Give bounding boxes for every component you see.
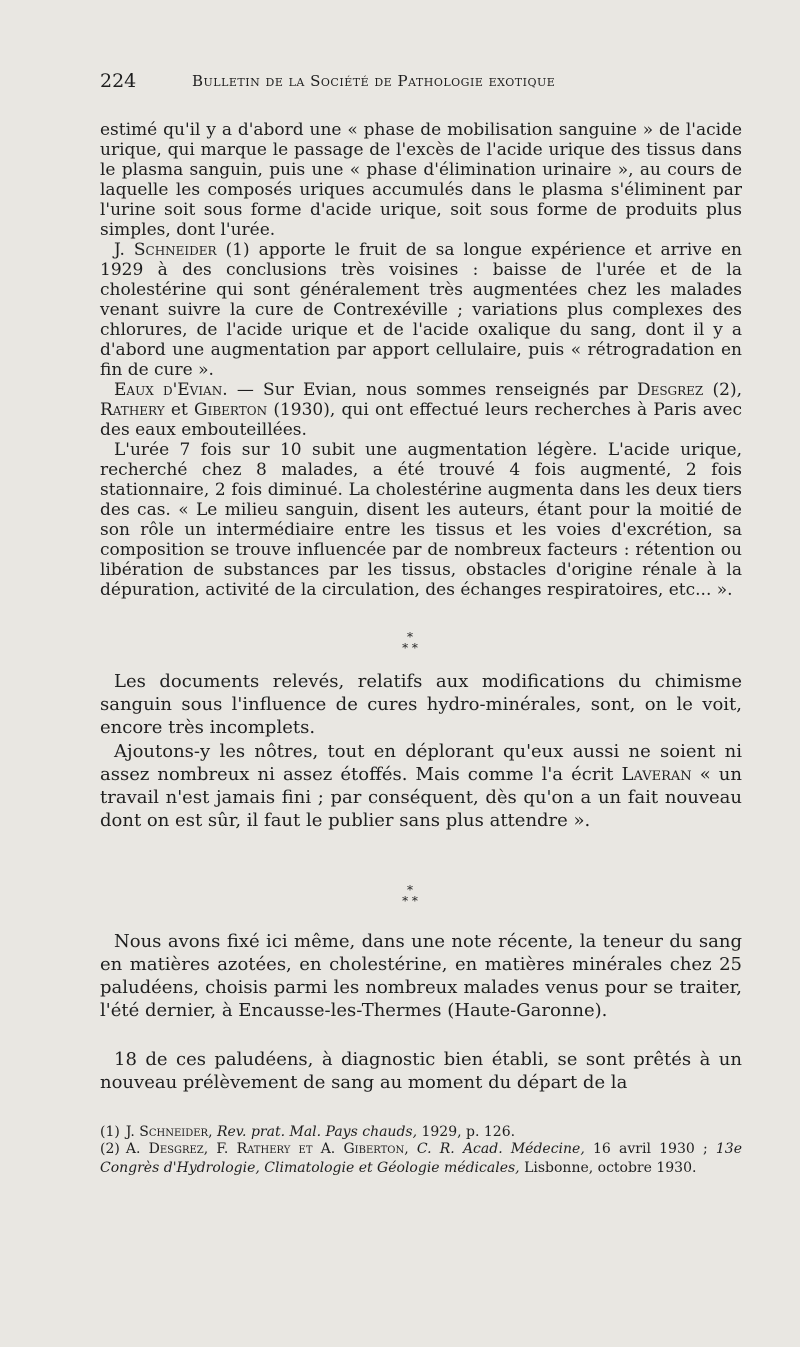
asterism-divider — [360, 885, 460, 907]
page-number: 224 — [100, 70, 137, 92]
footnote-2 — [100, 1140, 742, 1178]
paragraph-6-text-a: Ajoutons-y les nôtres, tout en déplorant qu'eux aussi ne soient ni assez nombreux ni assez étoffés. Mais comme l'a écrit — [100, 741, 742, 785]
footnote-text: Lisbonne, octobre 1930. — [519, 1160, 697, 1176]
asterism-top: * — [407, 630, 413, 644]
footnote-text: 1929, p. 126. — [417, 1124, 516, 1140]
paragraph-2-text: (1) apporte le fruit de sa longue expérience et arrive en 1929 à des conclusions très voisines : baisse de l'urée et de la cholestérine qui sont généralement très augmentées chez les malades venant suivre la cure de Contrexéville ; variations plus complexes des chlorures, de l'acide urique et de l'acide oxalique du sang, dont il y a d'abord une augmentation par apport cellulaire, puis « rétrogradation en fin de cure ». — [100, 240, 742, 380]
footnote-mark: (2) — [100, 1141, 120, 1157]
page-header — [100, 70, 660, 100]
author-name: Rathery — [100, 400, 165, 420]
footnote-text: 16 avril 1930 ; — [584, 1141, 716, 1157]
paragraph-3-text-c: et — [164, 400, 195, 420]
asterism-divider — [360, 632, 460, 654]
paragraph-6 — [100, 740, 742, 832]
author-name: Desgrez — [636, 380, 704, 400]
paragraph-6-text-b: « un travail n'est jamais fini ; par conséquent, dès qu'on a un fait nouveau dont on est sûr, il faut le publier sans plus attendre ». — [100, 764, 742, 831]
paragraph-3 — [100, 380, 742, 440]
paragraph-5: Les documents relevés, relatifs aux modifications du chimisme sanguin sous l'influence de cures hydro-minérales, sont, on le voit, encore très incomplets. — [100, 671, 742, 738]
paragraph-7: Nous avons fixé ici même, dans une note récente, la teneur du sang en matières azotées, en cholestérine, en matières minérales chez 25 paludéens, choisis parmi les nombreux malades venus pour se traiter, l'été dernier, à Encausse-les-Thermes (Haute-Garonne). — [100, 931, 742, 1021]
paragraph-3-text-a: — Sur Evian, nous sommes renseignés par — [227, 380, 637, 400]
footnote-journal: Rev. prat. Mal. Pays chauds, — [216, 1124, 418, 1140]
footnote-authors: A. Desgrez, F. Rathery et A. Giberton, — [125, 1141, 417, 1157]
asterism-bottom: * * — [402, 641, 418, 655]
paragraph-3-text-b: (2), — [703, 380, 742, 400]
author-name: Laveran — [621, 764, 692, 785]
section-title: Eaux d'Evian. — [114, 380, 228, 400]
footnote-congress: 13e Congrès d'Hydrologie, Climatologie et Géologie médicales, — [100, 1141, 742, 1176]
paragraph-1: estimé qu'il y a d'abord une « phase de mobilisation sanguine » de l'acide urique, qui marque le passage de l'excès de l'acide urique des tissus dans le plasma sanguin, puis une « phase d'élimination urinaire », au cours de laquelle les composés uriques accumulés dans le plasma s'éliminent par l'urine soit sous forme d'acide urique, soit sous forme de produits plus simples, dont l'urée. — [100, 120, 742, 240]
asterism-bottom: * * — [402, 894, 418, 908]
author-name: Giberton — [194, 400, 268, 420]
paragraph-2 — [100, 240, 742, 380]
running-title: Bulletin de la Société de Pathologie exotique — [192, 72, 556, 90]
asterism-top: * — [407, 883, 413, 897]
paragraph-4: L'urée 7 fois sur 10 subit une augmentation légère. L'acide urique, recherché chez 8 malades, a été trouvé 4 fois augmenté, 2 fois stationnaire, 2 fois diminué. La cholestérine augmenta dans les deux tiers des cas. « Le milieu sanguin, disent les auteurs, étant pour la moitié de son rôle un intermédiaire entre les tissus et les voies d'excrétion, sa composition se trouve influencée par de nombreux facteurs : rétention ou libération de substances par les tissus, obstacles d'origine rénale à la dépuration, activité de la circulation, des échanges respiratoires, etc... ». — [100, 440, 742, 600]
paragraph-8: 18 de ces paludéens, à diagnostic bien établi, se sont prêtés à un nouveau prélèvement de sang au moment du départ de la — [100, 1049, 742, 1093]
footnote-mark: (1) — [100, 1124, 120, 1140]
paragraph-3-text-d: (1930), qui ont effectué leurs recherches à Paris avec des eaux embouteillées. — [100, 400, 743, 440]
author-name: J. Schneider — [114, 240, 217, 260]
footnote-author: J. Schneider, — [125, 1124, 213, 1140]
footnote-journal: C. R. Acad. Médecine, — [416, 1141, 585, 1157]
